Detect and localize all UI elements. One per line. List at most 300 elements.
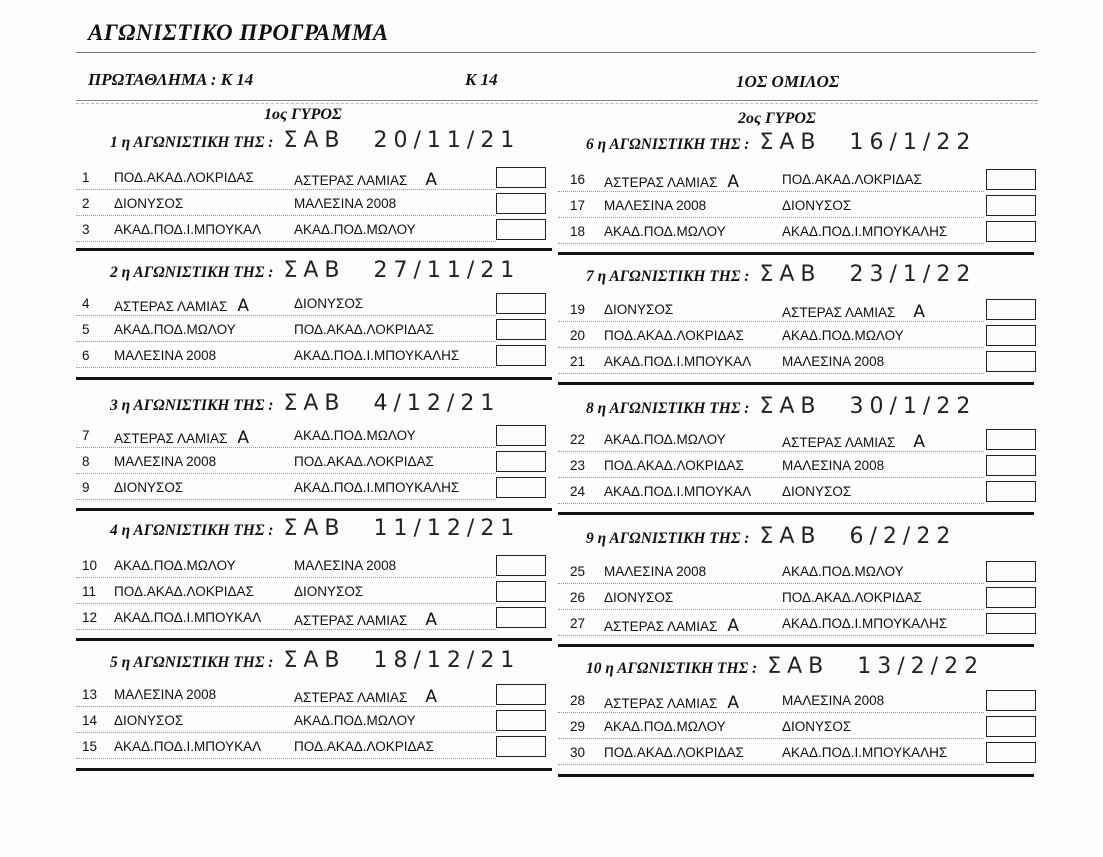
row-separator — [76, 473, 496, 474]
home-team — [114, 739, 261, 754]
score-box[interactable] — [986, 587, 1036, 608]
row-separator — [558, 503, 984, 504]
home-team — [604, 432, 726, 447]
away-team-name: ΑΚΑΔ.ΠΟΔ.ΜΩΛΟΥ — [782, 328, 904, 343]
row-separator — [558, 347, 984, 348]
match-number: 15 — [82, 739, 98, 754]
match-number: 17 — [570, 198, 586, 213]
away-team-name: ΜΑΛΕΣΙΝΑ 2008 — [294, 558, 397, 573]
home-team-name: ΠΟΔ.ΑΚΑΔ.ΛΟΚΡΙΔΑΣ — [604, 745, 744, 760]
away-team-name: ΑΚΑΔ.ΠΟΔ.ΜΩΛΟΥ — [294, 222, 416, 237]
home-team-name: ΑΚΑΔ.ΠΟΔ.ΜΩΛΟΥ — [604, 719, 726, 734]
match-number: 11 — [82, 584, 97, 599]
away-team — [294, 196, 396, 211]
home-team-name: ΜΑΛΕΣΙΝΑ 2008 — [604, 198, 707, 213]
home-team — [604, 745, 744, 760]
matchday-heading — [110, 516, 520, 541]
away-team — [782, 693, 884, 708]
match-row — [558, 350, 1040, 374]
score-box[interactable] — [496, 425, 546, 446]
away-team — [294, 222, 416, 237]
score-box[interactable] — [986, 716, 1036, 737]
row-separator — [76, 629, 496, 630]
away-team-name: ΠΟΔ.ΑΚΑΔ.ΛΟΚΡΙΔΑΣ — [294, 322, 434, 337]
matchday-label: 3 η ΑΓΩΝΙΣΤΙΚΗ ΤΗΣ : — [110, 397, 274, 414]
score-box[interactable] — [986, 169, 1036, 190]
match-row — [76, 166, 552, 190]
match-row — [76, 606, 552, 630]
handwritten-mark: Α — [913, 302, 925, 322]
match-number: 7 — [82, 428, 90, 443]
match-number: 6 — [82, 348, 90, 363]
home-team — [114, 610, 261, 625]
score-box[interactable] — [986, 299, 1036, 320]
matchday-label: 7 η ΑΓΩΝΙΣΤΙΚΗ ΤΗΣ : — [586, 268, 750, 285]
matchday-date: 20/11/21 — [373, 128, 521, 153]
match-row — [558, 560, 1040, 584]
matchday-heading — [586, 130, 976, 155]
home-team — [604, 302, 673, 317]
match-row — [76, 292, 552, 316]
home-team — [114, 584, 254, 599]
match-number: 16 — [570, 172, 586, 187]
matchday-venue: ΣΑΒ — [759, 524, 822, 549]
header-rule — [76, 100, 1038, 101]
away-team-name: ΜΑΛΕΣΙΝΑ 2008 — [782, 354, 885, 369]
match-number: 28 — [570, 693, 586, 708]
match-row — [76, 554, 552, 578]
row-separator — [558, 712, 984, 713]
home-team — [114, 296, 249, 316]
home-team — [114, 687, 216, 702]
match-row — [558, 428, 1040, 452]
home-team-name: ΔΙΟΝΥΣΟΣ — [114, 196, 184, 211]
matchday-heading — [586, 524, 956, 549]
score-box[interactable] — [496, 581, 546, 602]
home-team — [114, 170, 254, 185]
away-team — [782, 458, 884, 473]
row-separator — [76, 706, 496, 707]
home-team-name: ΑΣΤΕΡΑΣ ΛΑΜΙΑΣ — [604, 696, 718, 711]
away-team-name: ΜΑΛΕΣΙΝΑ 2008 — [294, 196, 397, 211]
home-team-name: ΑΚΑΔ.ΠΟΔ.Ι.ΜΠΟΥΚΑΛ — [604, 484, 752, 499]
match-number: 29 — [570, 719, 586, 734]
score-box[interactable] — [496, 319, 546, 340]
match-row — [76, 192, 552, 216]
match-number: 20 — [570, 328, 586, 343]
score-box[interactable] — [986, 561, 1036, 582]
match-number: 9 — [82, 480, 90, 495]
score-box[interactable] — [496, 345, 546, 366]
score-box[interactable] — [986, 351, 1036, 372]
home-team — [604, 198, 706, 213]
home-team — [114, 713, 183, 728]
matchday-divider — [558, 774, 1034, 777]
matchday-venue: ΣΑΒ — [759, 130, 822, 155]
home-team — [604, 564, 706, 579]
away-team-name: ΑΣΤΕΡΑΣ ΛΑΜΙΑΣ — [294, 690, 408, 705]
matchday-date: 18/12/21 — [373, 648, 521, 673]
matchday-date: 6/2/22 — [849, 524, 957, 549]
row-separator — [76, 447, 496, 448]
away-team-name: ΑΚΑΔ.ΠΟΔ.ΜΩΛΟΥ — [782, 564, 904, 579]
away-team — [294, 480, 459, 495]
match-number: 1 — [82, 170, 90, 185]
home-team-name: ΔΙΟΝΥΣΟΣ — [604, 302, 674, 317]
match-number: 19 — [570, 302, 586, 317]
home-team-name: ΔΙΟΝΥΣΟΣ — [604, 590, 674, 605]
away-team-name: ΔΙΟΝΥΣΟΣ — [782, 719, 852, 734]
score-box[interactable] — [986, 195, 1036, 216]
home-team-name: ΠΟΔ.ΑΚΑΔ.ΛΟΚΡΙΔΑΣ — [114, 170, 254, 185]
match-number: 23 — [570, 458, 586, 473]
row-separator — [558, 764, 984, 765]
away-team-name: ΠΟΔ.ΑΚΑΔ.ΛΟΚΡΙΔΑΣ — [294, 739, 434, 754]
away-team-name: ΔΙΟΝΥΣΟΣ — [294, 584, 364, 599]
matchday-label: 5 η ΑΓΩΝΙΣΤΙΚΗ ΤΗΣ : — [110, 654, 274, 671]
away-team — [294, 296, 363, 311]
match-number: 25 — [570, 564, 586, 579]
matchday-date: 11/12/21 — [373, 516, 521, 541]
away-team — [294, 713, 416, 728]
away-team — [782, 432, 925, 452]
home-team-name: ΔΙΟΝΥΣΟΣ — [114, 480, 184, 495]
away-team-name: ΔΙΟΝΥΣΟΣ — [782, 484, 852, 499]
score-box[interactable] — [986, 221, 1036, 242]
home-team-name: ΑΚΑΔ.ΠΟΔ.ΜΩΛΟΥ — [114, 322, 236, 337]
match-row — [558, 612, 1040, 636]
matchday-divider — [76, 248, 552, 251]
row-separator — [558, 373, 984, 374]
score-box[interactable] — [496, 607, 546, 628]
home-team — [114, 348, 216, 363]
match-number: 10 — [82, 558, 98, 573]
match-row — [558, 689, 1040, 713]
score-box[interactable] — [496, 451, 546, 472]
row-separator — [76, 241, 496, 242]
score-box[interactable] — [986, 613, 1036, 634]
matchday-venue: ΣΑΒ — [283, 258, 346, 283]
score-box[interactable] — [986, 455, 1036, 476]
home-team-name: ΜΑΛΕΣΙΝΑ 2008 — [114, 348, 217, 363]
home-team-name: ΠΟΔ.ΑΚΑΔ.ΛΟΚΡΙΔΑΣ — [604, 458, 744, 473]
handwritten-mark: Α — [237, 428, 249, 448]
match-row — [558, 454, 1040, 478]
score-box[interactable] — [496, 555, 546, 576]
away-team-name: ΑΚΑΔ.ΠΟΔ.Ι.ΜΠΟΥΚΑΛΗΣ — [294, 480, 460, 495]
away-team — [782, 484, 851, 499]
match-row — [558, 194, 1040, 218]
match-row — [558, 298, 1040, 322]
away-team-name: ΑΚΑΔ.ΠΟΔ.Ι.ΜΠΟΥΚΑΛΗΣ — [294, 348, 460, 363]
score-box[interactable] — [986, 690, 1036, 711]
match-number: 3 — [82, 222, 90, 237]
match-number: 13 — [82, 687, 98, 702]
away-team — [782, 302, 925, 322]
title-rule — [76, 52, 1036, 53]
match-number: 18 — [570, 224, 586, 239]
home-team-name: ΠΟΔ.ΑΚΑΔ.ΛΟΚΡΙΔΑΣ — [604, 328, 744, 343]
home-team-name: ΑΚΑΔ.ΠΟΔ.Ι.ΜΠΟΥΚΑΛ — [114, 739, 262, 754]
home-team — [114, 196, 183, 211]
home-team-name: ΑΚΑΔ.ΠΟΔ.Ι.ΜΠΟΥΚΑΛ — [114, 222, 262, 237]
header-rule-dashed — [76, 103, 1038, 104]
away-team-name: ΑΚΑΔ.ΠΟΔ.Ι.ΜΠΟΥΚΑΛΗΣ — [782, 616, 948, 631]
home-team — [604, 354, 751, 369]
away-team — [782, 198, 851, 213]
away-team-name: ΠΟΔ.ΑΚΑΔ.ΛΟΚΡΙΔΑΣ — [294, 454, 434, 469]
matchday-label: 1 η ΑΓΩΝΙΣΤΙΚΗ ΤΗΣ : — [110, 134, 274, 151]
home-team — [114, 480, 183, 495]
matchday-date: 16/1/22 — [849, 130, 977, 155]
matchday-heading — [586, 262, 976, 287]
away-team — [294, 610, 437, 630]
home-team — [114, 454, 216, 469]
match-number: 14 — [82, 713, 98, 728]
row-separator — [558, 635, 984, 636]
away-team — [782, 172, 922, 187]
matchday-divider — [558, 252, 1034, 255]
away-team-name: ΑΚΑΔ.ΠΟΔ.Ι.ΜΠΟΥΚΑΛΗΣ — [782, 745, 948, 760]
away-team-name: ΑΚΑΔ.ΠΟΔ.ΜΩΛΟΥ — [294, 713, 416, 728]
home-team — [114, 558, 236, 573]
matchday-venue: ΣΑΒ — [759, 262, 822, 287]
away-team-name: ΑΚΑΔ.ΠΟΔ.Ι.ΜΠΟΥΚΑΛΗΣ — [782, 224, 948, 239]
home-team-name: ΜΑΛΕΣΙΝΑ 2008 — [114, 687, 217, 702]
match-row — [76, 476, 552, 500]
away-team-name: ΑΣΤΕΡΑΣ ΛΑΜΙΑΣ — [782, 435, 896, 450]
score-box[interactable] — [496, 710, 546, 731]
row-separator — [76, 499, 496, 500]
home-team-name: ΑΚΑΔ.ΠΟΔ.ΜΩΛΟΥ — [604, 224, 726, 239]
match-number: 12 — [82, 610, 98, 625]
away-team — [294, 428, 416, 443]
away-team — [782, 745, 947, 760]
home-team — [114, 222, 261, 237]
matchday-heading — [110, 648, 520, 673]
match-row — [558, 324, 1040, 348]
away-team — [782, 590, 922, 605]
handwritten-mark: Α — [727, 693, 739, 713]
matchday-label: 9 η ΑΓΩΝΙΣΤΙΚΗ ΤΗΣ : — [586, 530, 750, 547]
home-team — [604, 328, 744, 343]
score-box[interactable] — [496, 167, 546, 188]
score-box[interactable] — [986, 429, 1036, 450]
row-separator — [76, 603, 496, 604]
matchday-label: 4 η ΑΓΩΝΙΣΤΙΚΗ ΤΗΣ : — [110, 522, 274, 539]
away-team — [294, 739, 434, 754]
matchday-divider — [76, 768, 552, 771]
away-team — [782, 564, 904, 579]
matchday-label: 2 η ΑΓΩΝΙΣΤΙΚΗ ΤΗΣ : — [110, 264, 274, 281]
row-separator — [558, 191, 984, 192]
away-team-name: ΜΑΛΕΣΙΝΑ 2008 — [782, 693, 885, 708]
document-title: ΑΓΩΝΙΣΤΙΚΟ ΠΡΟΓΡΑΜΜΑ — [88, 20, 389, 45]
row-separator — [558, 321, 984, 322]
away-team-name: ΔΙΟΝΥΣΟΣ — [782, 198, 852, 213]
group-label: 1ΟΣ ΟΜΙΛΟΣ — [736, 72, 840, 91]
handwritten-mark: Α — [913, 432, 925, 452]
row-separator — [558, 217, 984, 218]
score-box[interactable] — [496, 219, 546, 240]
row-separator — [558, 477, 984, 478]
row-separator — [558, 451, 984, 452]
home-team — [604, 616, 739, 636]
match-row — [76, 580, 552, 604]
match-number: 30 — [570, 745, 586, 760]
matchday-venue: ΣΑΒ — [283, 391, 346, 416]
matchday-label: 10 η ΑΓΩΝΙΣΤΙΚΗ ΤΗΣ : — [586, 660, 758, 677]
score-box[interactable] — [496, 736, 546, 757]
home-team-name: ΜΑΛΕΣΙΝΑ 2008 — [604, 564, 707, 579]
match-row — [558, 168, 1040, 192]
matchday-divider — [558, 644, 1034, 647]
matchday-venue: ΣΑΒ — [283, 516, 346, 541]
matchday-venue: ΣΑΒ — [759, 394, 822, 419]
match-row — [76, 424, 552, 448]
matchday-date: 4/12/21 — [373, 391, 501, 416]
score-box[interactable] — [496, 477, 546, 498]
category-label: Κ 14 — [465, 70, 498, 89]
row-separator — [76, 315, 496, 316]
home-team-name: ΑΚΑΔ.ΠΟΔ.Ι.ΜΠΟΥΚΑΛ — [604, 354, 752, 369]
match-number: 26 — [570, 590, 586, 605]
handwritten-mark: Α — [237, 296, 249, 316]
matchday-label: 6 η ΑΓΩΝΙΣΤΙΚΗ ΤΗΣ : — [586, 136, 750, 153]
home-team — [114, 322, 236, 337]
row-separator — [76, 758, 496, 759]
handwritten-mark: Α — [727, 172, 739, 192]
home-team-name: ΑΣΤΕΡΑΣ ΛΑΜΙΑΣ — [604, 175, 718, 190]
home-team-name: ΑΚΑΔ.ΠΟΔ.Ι.ΜΠΟΥΚΑΛ — [114, 610, 262, 625]
away-team-name: ΑΣΤΕΡΑΣ ΛΑΜΙΑΣ — [294, 173, 408, 188]
away-team — [782, 328, 904, 343]
match-row — [558, 586, 1040, 610]
matchday-heading — [586, 654, 984, 679]
match-number: 21 — [570, 354, 586, 369]
away-team — [294, 558, 396, 573]
row-separator — [558, 583, 984, 584]
score-box[interactable] — [496, 193, 546, 214]
handwritten-mark: Α — [425, 610, 437, 630]
match-row — [558, 741, 1040, 765]
matchday-date: 30/1/22 — [849, 394, 977, 419]
round-label: 2ος ΓΥΡΟΣ — [738, 110, 816, 127]
match-row — [76, 709, 552, 733]
home-team — [604, 458, 744, 473]
home-team-name: ΑΚΑΔ.ΠΟΔ.ΜΩΛΟΥ — [604, 432, 726, 447]
home-team-name: ΑΣΤΕΡΑΣ ΛΑΜΙΑΣ — [114, 299, 228, 314]
matchday-date: 23/1/22 — [849, 262, 977, 287]
matchday-heading — [110, 128, 520, 153]
match-row — [76, 218, 552, 242]
row-separator — [76, 189, 496, 190]
away-team-name: ΑΣΤΕΡΑΣ ΛΑΜΙΑΣ — [782, 305, 896, 320]
match-number: 2 — [82, 196, 90, 211]
row-separator — [76, 577, 496, 578]
home-team — [604, 484, 751, 499]
match-row — [76, 735, 552, 759]
row-separator — [76, 732, 496, 733]
home-team — [604, 719, 726, 734]
home-team-name: ΜΑΛΕΣΙΝΑ 2008 — [114, 454, 217, 469]
score-box[interactable] — [986, 325, 1036, 346]
match-row — [76, 318, 552, 342]
row-separator — [558, 738, 984, 739]
score-box[interactable] — [496, 293, 546, 314]
away-team — [782, 616, 947, 631]
matchday-divider — [76, 508, 552, 511]
away-team — [294, 348, 459, 363]
home-team — [604, 590, 673, 605]
matchday-date: 27/11/21 — [373, 258, 521, 283]
score-box[interactable] — [496, 684, 546, 705]
row-separator — [558, 243, 984, 244]
home-team — [604, 224, 726, 239]
away-team-name: ΠΟΔ.ΑΚΑΔ.ΛΟΚΡΙΔΑΣ — [782, 590, 922, 605]
match-row — [558, 715, 1040, 739]
handwritten-mark: Α — [425, 687, 437, 707]
match-number: 22 — [570, 432, 586, 447]
handwritten-mark: Α — [727, 616, 739, 636]
handwritten-mark: Α — [425, 170, 437, 190]
match-number: 8 — [82, 454, 90, 469]
away-team — [294, 170, 437, 190]
match-row — [76, 450, 552, 474]
row-separator — [76, 215, 496, 216]
match-number: 5 — [82, 322, 90, 337]
score-box[interactable] — [986, 742, 1036, 763]
round-label: 1ος ΓΥΡΟΣ — [264, 106, 342, 123]
home-team-name: ΑΣΤΕΡΑΣ ΛΑΜΙΑΣ — [114, 431, 228, 446]
matchday-divider — [558, 512, 1034, 515]
away-team — [294, 322, 434, 337]
matchday-venue: ΣΑΒ — [767, 654, 830, 679]
matchday-divider — [76, 638, 552, 641]
match-row — [76, 683, 552, 707]
away-team-name: ΑΣΤΕΡΑΣ ΛΑΜΙΑΣ — [294, 613, 408, 628]
away-team — [294, 584, 363, 599]
away-team — [294, 454, 434, 469]
row-separator — [76, 367, 496, 368]
matchday-venue: ΣΑΒ — [283, 128, 346, 153]
match-row — [558, 480, 1040, 504]
home-team — [604, 693, 739, 713]
away-team — [782, 719, 851, 734]
matchday-heading — [110, 391, 500, 416]
away-team-name: ΠΟΔ.ΑΚΑΔ.ΛΟΚΡΙΔΑΣ — [782, 172, 922, 187]
matchday-heading — [110, 258, 520, 283]
away-team-name: ΜΑΛΕΣΙΝΑ 2008 — [782, 458, 885, 473]
match-row — [558, 220, 1040, 244]
score-box[interactable] — [986, 481, 1036, 502]
home-team-name: ΑΚΑΔ.ΠΟΔ.ΜΩΛΟΥ — [114, 558, 236, 573]
match-number: 27 — [570, 616, 586, 631]
matchday-venue: ΣΑΒ — [283, 648, 346, 673]
matchday-label: 8 η ΑΓΩΝΙΣΤΙΚΗ ΤΗΣ : — [586, 400, 750, 417]
away-team-name: ΑΚΑΔ.ΠΟΔ.ΜΩΛΟΥ — [294, 428, 416, 443]
matchday-heading — [586, 394, 976, 419]
match-row — [76, 344, 552, 368]
away-team-name: ΔΙΟΝΥΣΟΣ — [294, 296, 364, 311]
championship-label: ΠΡΩΤΑΘΛΗΜΑ : Κ 14 — [88, 70, 254, 89]
match-number: 24 — [570, 484, 586, 499]
away-team — [294, 687, 437, 707]
home-team-name: ΠΟΔ.ΑΚΑΔ.ΛΟΚΡΙΔΑΣ — [114, 584, 254, 599]
matchday-divider — [558, 382, 1034, 385]
home-team-name: ΑΣΤΕΡΑΣ ΛΑΜΙΑΣ — [604, 619, 718, 634]
row-separator — [558, 609, 984, 610]
